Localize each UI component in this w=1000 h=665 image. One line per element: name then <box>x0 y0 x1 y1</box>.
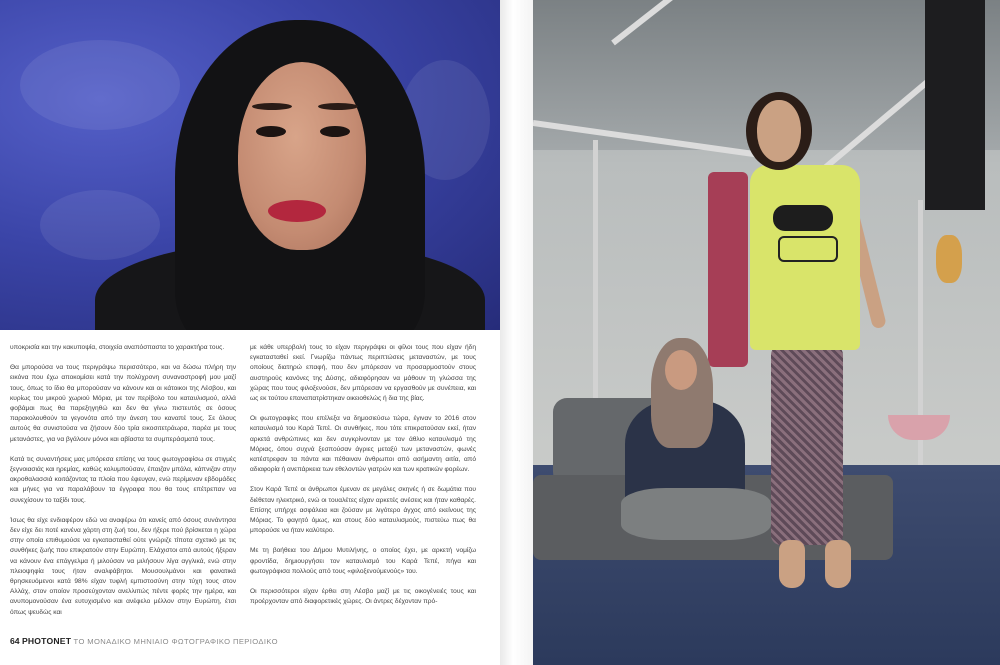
paragraph: με κάθε υπερβολή τους το είχαν περιγράψει οι φίλοι τους που είχαν ήδη εγκατασταθεί εκεί. Γνωρίζω πάντως περιπτώσεις μεταναστών, με τους οποίους διατηρώ επαφή, που δεν μπόρεσαν να προσαρμοστούν στους αυστηρούς κανόνες της Δύσης, αδιαφόρησαν να μάθουν τη γλώσσα της χώρας που τους φιλοξενούσε, δεν μπόρεσαν να εργασθούν με συνέπεια, και ως εκ τούτου επαναπατρίστηκαν οικειοθελώς ή δια της βίας. <box>250 344 476 403</box>
paragraph: Κατά τις συναντήσεις μας μπόρεσα επίσης να τους φωτογραφίσω σε στιγμές ξεγνοιασιάς και ηρεμίας, καθώς κολυμπούσαν, έπαιζαν μπάλα, κάπνιζαν στην ακροθαλασσιά κοιτάζοντας τα πλοία που έφευγαν, ενώ περίμεναν εβδομάδες και μήνες για να παραλάβουν τα έγγραφα που θα τους επέτρεπαν να συνεχίσουν το ταξίδι τους. <box>10 455 236 504</box>
shirt-sunglasses-print <box>773 205 833 231</box>
girl-face <box>757 100 801 162</box>
page-footer <box>10 636 278 646</box>
tarp-fold <box>40 190 160 260</box>
portrait-photo <box>0 0 500 330</box>
hanging-clothes <box>925 0 985 210</box>
hanging-doll <box>936 235 962 283</box>
elderly-woman-face <box>665 350 697 390</box>
paragraph: Οι φωτογραφίες που επέλεξα να δημοσιεύσω τώρα, έγιναν το 2016 στον καταυλισμό του Καρά Τεπέ. Οι συνθήκες, που τότε επικρατούσαν εκεί, ήταν αρκετά ανθρώπινες και δεν συγκρίνονταν με τον άθλιο καταυλισμό της Μόριας, όπου συχνά ξεσπούσαν άγριες μεταξύ των μεταναστών, φωνές κατέστρεφαν τα πάντα και πέθαιναν άνθρωποι από ασήμαντη αιτία, από αδιαφορία ή ανεπάρκεια των εθελοντών γιατρών και των κρατικών φορέων. <box>250 415 476 474</box>
girl-leggings <box>771 345 843 545</box>
paragraph: Με τη βοήθεια του Δήμου Μυτιλήνης, ο οποίος έχει, με αρκετή νομίζω φροντίδα, δημιουργήσει τον καταυλισμό του Καρά Τεπέ, πήγα και φωτογράφισα πολλούς από τους «φιλοξενούμενούς» του. <box>250 547 476 575</box>
shirt-text-print <box>778 236 838 262</box>
text-column-left <box>10 343 236 628</box>
right-eyebrow <box>318 103 358 110</box>
elderly-woman-skirt <box>621 488 771 540</box>
paragraph: Στον Καρά Τεπέ οι άνθρωποι έμεναν σε μεγάλες σκηνές ή σε δωμάτια που διέθεταν ηλεκτρικό, ενώ οι τουαλέτες είχαν αρκετές ανέσεις και ήταν καθαρές. Επίσης υπήρχε ασφάλεια και ζούσαν με λιγότερο άγχος από εκείνους της Μόριας. Το φαγητό όμως, και στους δύο καταυλισμούς, πιστεύω πως θα μπορούσε να ήταν καλύτερο. <box>250 486 476 535</box>
left-eyebrow <box>252 103 292 110</box>
girl-foot <box>779 540 805 588</box>
paragraph: υποκρισία και την κακυποψία, στοιχεία αναπόσπαστα το χαρακτήρα τους. <box>10 344 225 351</box>
page-number: 64 <box>10 636 20 646</box>
tent-photo <box>533 0 1000 665</box>
magazine-name: PHOTONET <box>21 636 72 646</box>
girl-foot <box>825 540 851 588</box>
right-eye <box>320 126 350 137</box>
paragraph: Οι περισσότεροι είχαν έρθει στη Λέσβο μαζί με τις οικογένειές τους και προέρχονταν από διαφορετικές χώρες. Οι άντρες δέχονταν πρό- <box>250 588 476 606</box>
paragraph: Θα μπορούσα να τους περιγράψω περισσότερο, και να δώσω πλήρη την εικόνα που έχω αποκομίσει κατά την πολύχρονη συναναστροφή μου μαζί τους, όπως το ίδιο θα μπορούσαν να κάνουν και οι κάτοικοι της Λέσβου, και κυρίως του μικρού χωριού Μόρια, με τον περίβολο του καταυλισμού, αλλά φοβάμαι πως θα παρεξηγηθώ και δεν θα γίνω πιστευτός σε όσους παρακολουθούν τα γεγονότα από την άνεση του καναπέ τους. Σε όλους αυτούς θα συνιστούσα να ζήσουν δύο τρία εικοσιτετράωρα, παρέα με τους μετανάστες, για να βγάλουν μόνοι και αβίαστα τα συμπεράσματά τους. <box>10 364 236 443</box>
lips <box>268 200 326 222</box>
left-eye <box>256 126 286 137</box>
magazine-tagline: ΤΟ ΜΟΝΑΔΙΚΟ ΜΗΝΙΑΙΟ ΦΩΤΟΓΡΑΦΙΚΟ ΠΕΡΙΟΔΙΚΟ <box>73 637 278 646</box>
page-gutter <box>500 0 533 665</box>
paragraph: Ίσως θα είχε ενδιαφέρον εδώ να αναφέρω ότι κανείς από όσους συνάντησα δεν είχε δει ποτέ κανένα χάρτη στη ζωή του, δεν ήξερε πού βρίσκεται η χώρα στην οποία επιθυμούσε να εγκατασταθεί ούτε γνώριζε τίποτα σχετικό με τις συνθήκες ζωής που επικρατούν στην Ευρώπη. Ελάχιστοι από αυτούς ήξεραν να κάνουν ένα επάγγελμα ή μιλούσαν να μιλήσουν λίγα αγγλικά, ενώ στην πλειοψηφία τους ήταν αναλφάβητοι. Μουσουλμάνοι και φανατικά θρησκευόμενοι κατά 98% είχαν τυφλή εμπιστοσύνη στην τύχη τους στον Αλλάχ, στον οποίον προσεύχονταν ανελλιπώς πέντε φορές την ημέρα, και ανυπομονούσαν ένα ευτυχισμένο και ανέφελο μέλλον στην Ευρώπη, έτσι όπως ψευδώς και <box>10 516 236 616</box>
tarp-fold <box>20 40 180 130</box>
text-column-right <box>250 343 476 617</box>
hanging-towel <box>708 172 748 367</box>
